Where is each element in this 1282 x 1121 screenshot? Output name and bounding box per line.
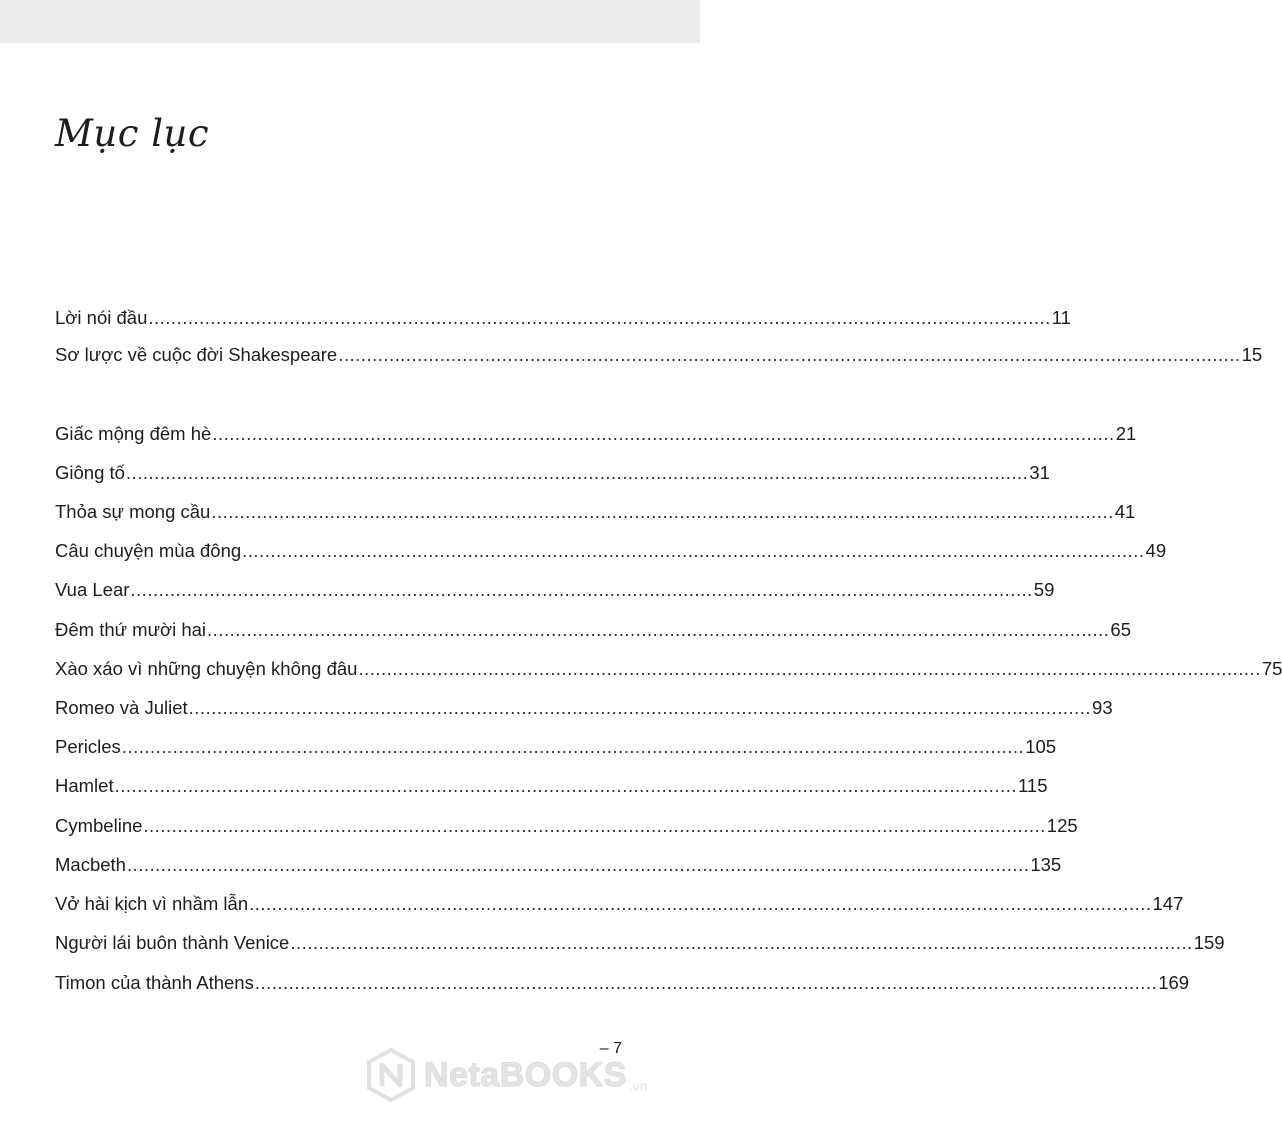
toc-entry bbox=[55, 696, 1113, 720]
toc-entry-title: Romeo và Juliet bbox=[55, 697, 188, 718]
toc-entry-title: Xào xáo vì những chuyện không đâu bbox=[55, 658, 358, 679]
toc-dot-leader: ................................................................................................................................................................ bbox=[338, 344, 1241, 365]
toc-dot-leader: ................................................................................................................................................................ bbox=[188, 697, 1092, 718]
toc-entry bbox=[55, 578, 1055, 602]
toc-entry-title: Pericles bbox=[55, 736, 121, 757]
toc-entry-page: 169 bbox=[1158, 972, 1190, 993]
toc-entry-title: Lời nói đầu bbox=[55, 307, 148, 328]
top-bar bbox=[0, 0, 700, 43]
toc-entry-page: 41 bbox=[1114, 501, 1136, 522]
toc-dot-leader: ................................................................................................................................................................ bbox=[254, 972, 1158, 993]
toc-dot-leader: ................................................................................................................................................................ bbox=[130, 579, 1033, 600]
toc-entry bbox=[55, 500, 1136, 524]
toc-dot-leader: ................................................................................................................................................................ bbox=[148, 307, 1051, 328]
toc-dot-leader: ................................................................................................................................................................ bbox=[207, 619, 1110, 640]
toc-entry-title: Giấc mộng đêm hè bbox=[55, 423, 212, 444]
toc-entry-title: Người lái buôn thành Venice bbox=[55, 932, 290, 953]
toc-entry-title: Timon của thành Athens bbox=[55, 972, 254, 993]
toc-dot-leader: ................................................................................................................................................................ bbox=[290, 932, 1193, 953]
toc-entry-title: Câu chuyện mùa đông bbox=[55, 540, 242, 561]
toc-dot-leader: ................................................................................................................................................................ bbox=[358, 658, 1261, 679]
toc-entry-title: Cymbeline bbox=[55, 815, 143, 836]
toc-entry bbox=[55, 306, 1071, 330]
watermark bbox=[366, 1048, 648, 1102]
watermark-brand: NetaBOOKS bbox=[424, 1055, 627, 1094]
toc-dot-leader: ................................................................................................................................................................ bbox=[211, 501, 1114, 522]
toc-entry-title: Hamlet bbox=[55, 775, 114, 796]
toc-entry-title: Đêm thứ mười hai bbox=[55, 619, 207, 640]
toc-entry bbox=[55, 343, 1263, 367]
toc-entry bbox=[55, 735, 1057, 759]
toc-entry bbox=[55, 892, 1184, 916]
toc-entry bbox=[55, 971, 1190, 995]
page-title: Mục lục bbox=[55, 112, 210, 155]
toc-entry bbox=[55, 931, 1225, 955]
toc-entry-page: 135 bbox=[1030, 854, 1062, 875]
toc-dot-leader: ................................................................................................................................................................ bbox=[249, 893, 1152, 914]
toc-dot-leader: ................................................................................................................................................................ bbox=[121, 736, 1025, 757]
neta-logo-icon bbox=[366, 1048, 416, 1102]
toc-entry-page: 49 bbox=[1145, 540, 1167, 561]
toc-entry bbox=[55, 814, 1078, 838]
toc-entry-title: Sơ lược về cuộc đời Shakespeare bbox=[55, 344, 338, 365]
toc-entry-page: 31 bbox=[1029, 462, 1050, 483]
toc-entry bbox=[55, 853, 1062, 877]
toc-entry-page: 59 bbox=[1033, 579, 1055, 600]
page-number: – 7 bbox=[599, 1040, 622, 1057]
toc-entry-page: 93 bbox=[1092, 697, 1113, 718]
toc-entry-page: 159 bbox=[1193, 932, 1225, 953]
toc-entry-page: 65 bbox=[1110, 619, 1131, 640]
toc-entry-page: 147 bbox=[1152, 893, 1184, 914]
toc-dot-leader: ................................................................................................................................................................ bbox=[242, 540, 1145, 561]
toc-entry bbox=[55, 774, 1048, 798]
toc-dot-leader: ................................................................................................................................................................ bbox=[126, 854, 1030, 875]
toc-entry bbox=[55, 618, 1131, 642]
watermark-suffix: .vn bbox=[628, 1078, 648, 1094]
toc-entry-title: Vở hài kịch vì nhầm lẫn bbox=[55, 893, 249, 914]
toc-dot-leader: ................................................................................................................................................................ bbox=[143, 815, 1046, 836]
toc-entry bbox=[55, 657, 1282, 681]
toc-entry-title: Macbeth bbox=[55, 854, 126, 875]
toc-entry-page: 115 bbox=[1018, 775, 1048, 796]
toc-entry-page: 11 bbox=[1051, 307, 1071, 328]
toc-entry-title: Giông tố bbox=[55, 462, 125, 483]
toc-entry-page: 125 bbox=[1046, 815, 1078, 836]
toc-entry bbox=[55, 461, 1050, 485]
toc-dot-leader: ................................................................................................................................................................ bbox=[125, 462, 1029, 483]
toc-dot-leader: ................................................................................................................................................................ bbox=[114, 775, 1017, 796]
toc-entry-page: 105 bbox=[1025, 736, 1057, 757]
toc-entry-page: 75 bbox=[1261, 658, 1282, 679]
toc-entry-title: Thỏa sự mong cầu bbox=[55, 501, 211, 522]
toc-entry-page: 15 bbox=[1241, 344, 1263, 365]
toc-dot-leader: ................................................................................................................................................................ bbox=[212, 423, 1115, 444]
toc-entry-page: 21 bbox=[1115, 423, 1137, 444]
toc-entry bbox=[55, 539, 1167, 563]
toc-entry-title: Vua Lear bbox=[55, 579, 130, 600]
toc-entry bbox=[55, 422, 1137, 446]
